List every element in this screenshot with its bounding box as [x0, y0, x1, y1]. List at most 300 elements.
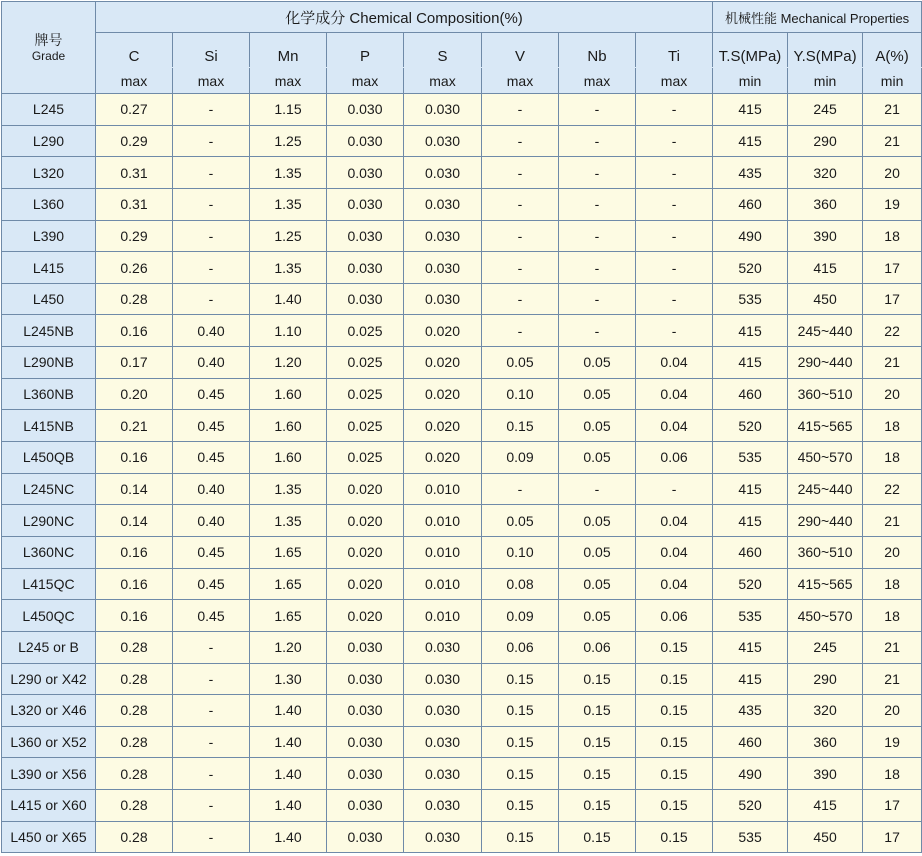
value-cell: 0.010	[404, 505, 482, 537]
value-cell: 245	[788, 94, 863, 126]
value-cell: 0.020	[327, 473, 404, 505]
grade-cell: L390 or X56	[2, 758, 96, 790]
table-row	[2, 568, 922, 600]
value-cell: 0.020	[404, 315, 482, 347]
value-cell: 415	[713, 663, 788, 695]
value-cell: 415~565	[788, 568, 863, 600]
value-cell: 0.16	[96, 600, 173, 632]
table-row	[2, 157, 922, 189]
value-cell: 0.14	[96, 505, 173, 537]
value-cell: -	[559, 473, 636, 505]
value-cell: 1.25	[250, 125, 327, 157]
value-cell: 0.020	[404, 347, 482, 379]
value-cell: 360	[788, 726, 863, 758]
value-cell: 535	[713, 442, 788, 474]
value-cell: 390	[788, 220, 863, 252]
value-cell: 0.31	[96, 188, 173, 220]
value-cell: 0.010	[404, 536, 482, 568]
value-cell: 0.05	[559, 568, 636, 600]
value-cell: 320	[788, 157, 863, 189]
value-cell: 0.030	[327, 726, 404, 758]
value-cell: -	[559, 315, 636, 347]
value-cell: 1.65	[250, 568, 327, 600]
value-cell: -	[173, 94, 250, 126]
column-unit: min	[713, 68, 788, 94]
value-cell: 0.030	[327, 283, 404, 315]
value-cell: -	[482, 125, 559, 157]
value-cell: 415	[713, 631, 788, 663]
value-cell: 415	[713, 125, 788, 157]
value-cell: 0.025	[327, 347, 404, 379]
value-cell: -	[173, 821, 250, 853]
grade-cell: L245NB	[2, 315, 96, 347]
value-cell: 1.40	[250, 283, 327, 315]
value-cell: 0.40	[173, 315, 250, 347]
grade-cell: L390	[2, 220, 96, 252]
value-cell: 245~440	[788, 315, 863, 347]
value-cell: 0.45	[173, 442, 250, 474]
value-cell: 0.15	[559, 726, 636, 758]
value-cell: -	[482, 252, 559, 284]
value-cell: 0.28	[96, 821, 173, 853]
value-cell: 0.45	[173, 568, 250, 600]
value-cell: 0.030	[327, 663, 404, 695]
value-cell: 435	[713, 157, 788, 189]
table-row	[2, 505, 922, 537]
value-cell: 520	[713, 410, 788, 442]
value-cell: 0.09	[482, 600, 559, 632]
column-symbol: C	[96, 33, 173, 68]
grade-cell: L320 or X46	[2, 695, 96, 727]
value-cell: 0.15	[636, 821, 713, 853]
value-cell: -	[636, 252, 713, 284]
grade-cell: L290NC	[2, 505, 96, 537]
value-cell: 0.28	[96, 790, 173, 822]
column-unit: max	[96, 68, 173, 94]
value-cell: -	[482, 315, 559, 347]
grade-cell: L360NB	[2, 378, 96, 410]
table-header	[2, 2, 922, 94]
value-cell: 17	[863, 252, 922, 284]
table-row	[2, 315, 922, 347]
value-cell: 0.28	[96, 283, 173, 315]
value-cell: -	[636, 94, 713, 126]
column-symbol: S	[404, 33, 482, 68]
value-cell: -	[636, 220, 713, 252]
value-cell: -	[482, 473, 559, 505]
value-cell: 360~510	[788, 378, 863, 410]
table-row	[2, 758, 922, 790]
value-cell: -	[173, 220, 250, 252]
value-cell: -	[173, 631, 250, 663]
value-cell: 0.05	[559, 536, 636, 568]
grade-cell: L290NB	[2, 347, 96, 379]
table-row	[2, 442, 922, 474]
value-cell: 21	[863, 347, 922, 379]
value-cell: 0.28	[96, 726, 173, 758]
grade-cell: L290 or X42	[2, 663, 96, 695]
value-cell: 1.35	[250, 505, 327, 537]
value-cell: -	[482, 94, 559, 126]
column-symbol: T.S(MPa)	[713, 33, 788, 68]
grade-cell: L360	[2, 188, 96, 220]
value-cell: 0.15	[636, 631, 713, 663]
value-cell: 450	[788, 821, 863, 853]
value-cell: 0.030	[404, 663, 482, 695]
table-row	[2, 695, 922, 727]
value-cell: 1.25	[250, 220, 327, 252]
value-cell: 0.15	[559, 821, 636, 853]
value-cell: 460	[713, 378, 788, 410]
grade-cell: L245NC	[2, 473, 96, 505]
value-cell: 0.025	[327, 410, 404, 442]
value-cell: 0.15	[636, 726, 713, 758]
value-cell: 0.05	[559, 505, 636, 537]
table-row	[2, 378, 922, 410]
value-cell: 0.030	[327, 220, 404, 252]
value-cell: 0.020	[327, 505, 404, 537]
value-cell: 0.030	[327, 758, 404, 790]
value-cell: 450	[788, 283, 863, 315]
value-cell: 0.020	[404, 410, 482, 442]
grade-cell: L245	[2, 94, 96, 126]
value-cell: 0.15	[636, 695, 713, 727]
value-cell: 0.030	[327, 790, 404, 822]
value-cell: 0.29	[96, 220, 173, 252]
grade-header-en: Grade	[31, 48, 66, 63]
grade-header	[2, 2, 96, 94]
value-cell: -	[559, 157, 636, 189]
value-cell: 490	[713, 758, 788, 790]
value-cell: 0.15	[559, 758, 636, 790]
value-cell: 18	[863, 442, 922, 474]
column-unit: min	[788, 68, 863, 94]
value-cell: 0.20	[96, 378, 173, 410]
value-cell: 245~440	[788, 473, 863, 505]
value-cell: 0.15	[482, 758, 559, 790]
grade-cell: L415NB	[2, 410, 96, 442]
value-cell: -	[636, 188, 713, 220]
value-cell: -	[636, 473, 713, 505]
table-row	[2, 631, 922, 663]
value-cell: -	[636, 283, 713, 315]
value-cell: -	[173, 252, 250, 284]
column-symbol: P	[327, 33, 404, 68]
grade-cell: L360NC	[2, 536, 96, 568]
value-cell: 1.20	[250, 631, 327, 663]
value-cell: 17	[863, 821, 922, 853]
value-cell: 1.60	[250, 378, 327, 410]
value-cell: 0.04	[636, 378, 713, 410]
table-row	[2, 726, 922, 758]
grade-cell: L450QC	[2, 600, 96, 632]
column-unit: max	[482, 68, 559, 94]
value-cell: 460	[713, 188, 788, 220]
value-cell: 17	[863, 790, 922, 822]
value-cell: 490	[713, 220, 788, 252]
value-cell: 0.030	[404, 758, 482, 790]
value-cell: 1.35	[250, 157, 327, 189]
value-cell: 0.16	[96, 568, 173, 600]
value-cell: 415	[713, 347, 788, 379]
value-cell: 0.08	[482, 568, 559, 600]
value-cell: 520	[713, 568, 788, 600]
value-cell: 0.15	[559, 790, 636, 822]
value-cell: 290~440	[788, 347, 863, 379]
table-row	[2, 94, 922, 126]
value-cell: 0.28	[96, 663, 173, 695]
value-cell: -	[559, 252, 636, 284]
value-cell: 0.025	[327, 315, 404, 347]
value-cell: 415	[713, 473, 788, 505]
value-cell: 415~565	[788, 410, 863, 442]
table-row	[2, 125, 922, 157]
value-cell: 1.20	[250, 347, 327, 379]
value-cell: 0.40	[173, 505, 250, 537]
value-cell: 18	[863, 410, 922, 442]
value-cell: -	[173, 663, 250, 695]
value-cell: 0.025	[327, 442, 404, 474]
value-cell: 0.04	[636, 347, 713, 379]
value-cell: 18	[863, 220, 922, 252]
value-cell: 0.40	[173, 473, 250, 505]
grade-cell: L415QC	[2, 568, 96, 600]
column-unit: max	[250, 68, 327, 94]
value-cell: -	[636, 157, 713, 189]
value-cell: 0.45	[173, 378, 250, 410]
value-cell: 0.06	[482, 631, 559, 663]
value-cell: 0.27	[96, 94, 173, 126]
column-unit: max	[636, 68, 713, 94]
value-cell: 0.030	[327, 695, 404, 727]
value-cell: 0.15	[636, 758, 713, 790]
column-symbol: A(%)	[863, 33, 922, 68]
value-cell: 0.030	[404, 283, 482, 315]
value-cell: 19	[863, 188, 922, 220]
value-cell: 0.030	[327, 188, 404, 220]
value-cell: 0.030	[404, 252, 482, 284]
value-cell: 390	[788, 758, 863, 790]
value-cell: 0.05	[559, 378, 636, 410]
value-cell: 1.40	[250, 790, 327, 822]
value-cell: 22	[863, 473, 922, 505]
value-cell: 0.020	[327, 536, 404, 568]
value-cell: 0.16	[96, 315, 173, 347]
value-cell: 0.020	[404, 378, 482, 410]
value-cell: 0.06	[559, 631, 636, 663]
value-cell: 1.35	[250, 252, 327, 284]
value-cell: 0.15	[482, 695, 559, 727]
value-cell: 520	[713, 790, 788, 822]
column-symbol: Si	[173, 33, 250, 68]
value-cell: -	[482, 157, 559, 189]
value-cell: 0.40	[173, 347, 250, 379]
value-cell: 0.030	[327, 252, 404, 284]
value-cell: -	[173, 695, 250, 727]
value-cell: 21	[863, 505, 922, 537]
table-row	[2, 821, 922, 853]
table-row	[2, 252, 922, 284]
value-cell: 0.45	[173, 536, 250, 568]
value-cell: 0.05	[559, 410, 636, 442]
value-cell: 0.04	[636, 505, 713, 537]
value-cell: -	[559, 188, 636, 220]
grade-header-cn: 牌号	[34, 31, 63, 48]
value-cell: 0.030	[327, 631, 404, 663]
value-cell: 0.030	[404, 695, 482, 727]
value-cell: 1.15	[250, 94, 327, 126]
value-cell: -	[559, 220, 636, 252]
value-cell: 0.020	[404, 442, 482, 474]
value-cell: 0.010	[404, 600, 482, 632]
column-symbol: Nb	[559, 33, 636, 68]
grade-cell: L415 or X60	[2, 790, 96, 822]
grade-cell: L245 or B	[2, 631, 96, 663]
value-cell: -	[173, 726, 250, 758]
value-cell: 0.45	[173, 410, 250, 442]
value-cell: 0.05	[482, 505, 559, 537]
value-cell: 0.15	[636, 663, 713, 695]
table-row	[2, 663, 922, 695]
table-body	[2, 94, 922, 853]
value-cell: 450~570	[788, 600, 863, 632]
value-cell: 535	[713, 600, 788, 632]
value-cell: 290~440	[788, 505, 863, 537]
value-cell: 1.60	[250, 410, 327, 442]
value-cell: 0.030	[327, 125, 404, 157]
value-cell: 1.40	[250, 695, 327, 727]
unit-header-row	[2, 68, 922, 94]
value-cell: 0.030	[404, 790, 482, 822]
column-symbol: Ti	[636, 33, 713, 68]
value-cell: 290	[788, 125, 863, 157]
column-unit: min	[863, 68, 922, 94]
value-cell: 1.35	[250, 188, 327, 220]
value-cell: -	[173, 283, 250, 315]
value-cell: 1.35	[250, 473, 327, 505]
value-cell: 0.030	[404, 631, 482, 663]
value-cell: 0.15	[482, 663, 559, 695]
steel-grade-table	[1, 1, 922, 853]
value-cell: 0.10	[482, 378, 559, 410]
value-cell: 0.030	[327, 157, 404, 189]
column-unit: max	[327, 68, 404, 94]
value-cell: 0.28	[96, 695, 173, 727]
value-cell: 20	[863, 536, 922, 568]
table-row	[2, 410, 922, 442]
column-unit: max	[173, 68, 250, 94]
grade-cell: L360 or X52	[2, 726, 96, 758]
value-cell: 1.65	[250, 600, 327, 632]
value-cell: 21	[863, 125, 922, 157]
value-cell: -	[482, 283, 559, 315]
value-cell: 20	[863, 378, 922, 410]
table-row	[2, 473, 922, 505]
value-cell: 460	[713, 536, 788, 568]
value-cell: 0.010	[404, 568, 482, 600]
value-cell: 0.15	[636, 790, 713, 822]
value-cell: -	[173, 125, 250, 157]
value-cell: 0.030	[404, 220, 482, 252]
table-row	[2, 600, 922, 632]
value-cell: 19	[863, 726, 922, 758]
value-cell: 0.45	[173, 600, 250, 632]
value-cell: 415	[788, 252, 863, 284]
value-cell: 1.65	[250, 536, 327, 568]
value-cell: 0.030	[404, 726, 482, 758]
chemical-composition-header: 化学成分 Chemical Composition(%)	[96, 2, 713, 33]
value-cell: -	[559, 94, 636, 126]
table-row	[2, 347, 922, 379]
table-row	[2, 283, 922, 315]
value-cell: 0.21	[96, 410, 173, 442]
value-cell: 535	[713, 283, 788, 315]
value-cell: -	[173, 790, 250, 822]
value-cell: 0.04	[636, 536, 713, 568]
value-cell: -	[636, 125, 713, 157]
value-cell: 520	[713, 252, 788, 284]
symbol-header-row	[2, 33, 922, 68]
value-cell: 0.17	[96, 347, 173, 379]
value-cell: 0.15	[482, 410, 559, 442]
value-cell: 1.40	[250, 726, 327, 758]
value-cell: 290	[788, 663, 863, 695]
value-cell: 0.16	[96, 442, 173, 474]
value-cell: 20	[863, 157, 922, 189]
value-cell: 0.04	[636, 410, 713, 442]
value-cell: 0.09	[482, 442, 559, 474]
value-cell: -	[173, 157, 250, 189]
value-cell: 22	[863, 315, 922, 347]
value-cell: -	[482, 220, 559, 252]
value-cell: 0.15	[559, 695, 636, 727]
grade-cell: L415	[2, 252, 96, 284]
value-cell: 21	[863, 663, 922, 695]
value-cell: -	[559, 125, 636, 157]
value-cell: 0.16	[96, 536, 173, 568]
value-cell: 18	[863, 600, 922, 632]
value-cell: 0.15	[559, 663, 636, 695]
value-cell: 1.30	[250, 663, 327, 695]
value-cell: 0.030	[327, 821, 404, 853]
value-cell: 0.030	[327, 94, 404, 126]
value-cell: 0.010	[404, 473, 482, 505]
value-cell: 18	[863, 758, 922, 790]
value-cell: 0.06	[636, 600, 713, 632]
grade-cell: L450 or X65	[2, 821, 96, 853]
value-cell: 0.05	[559, 600, 636, 632]
column-symbol: Mn	[250, 33, 327, 68]
value-cell: 0.31	[96, 157, 173, 189]
grade-cell: L320	[2, 157, 96, 189]
value-cell: 0.05	[559, 347, 636, 379]
value-cell: 360~510	[788, 536, 863, 568]
value-cell: 0.020	[327, 568, 404, 600]
value-cell: 460	[713, 726, 788, 758]
value-cell: 320	[788, 695, 863, 727]
value-cell: 0.05	[482, 347, 559, 379]
value-cell: 0.28	[96, 758, 173, 790]
value-cell: 20	[863, 695, 922, 727]
value-cell: 415	[713, 315, 788, 347]
value-cell: 0.26	[96, 252, 173, 284]
value-cell: 415	[713, 505, 788, 537]
value-cell: 535	[713, 821, 788, 853]
value-cell: 0.29	[96, 125, 173, 157]
value-cell: 245	[788, 631, 863, 663]
value-cell: 0.28	[96, 631, 173, 663]
value-cell: -	[636, 315, 713, 347]
